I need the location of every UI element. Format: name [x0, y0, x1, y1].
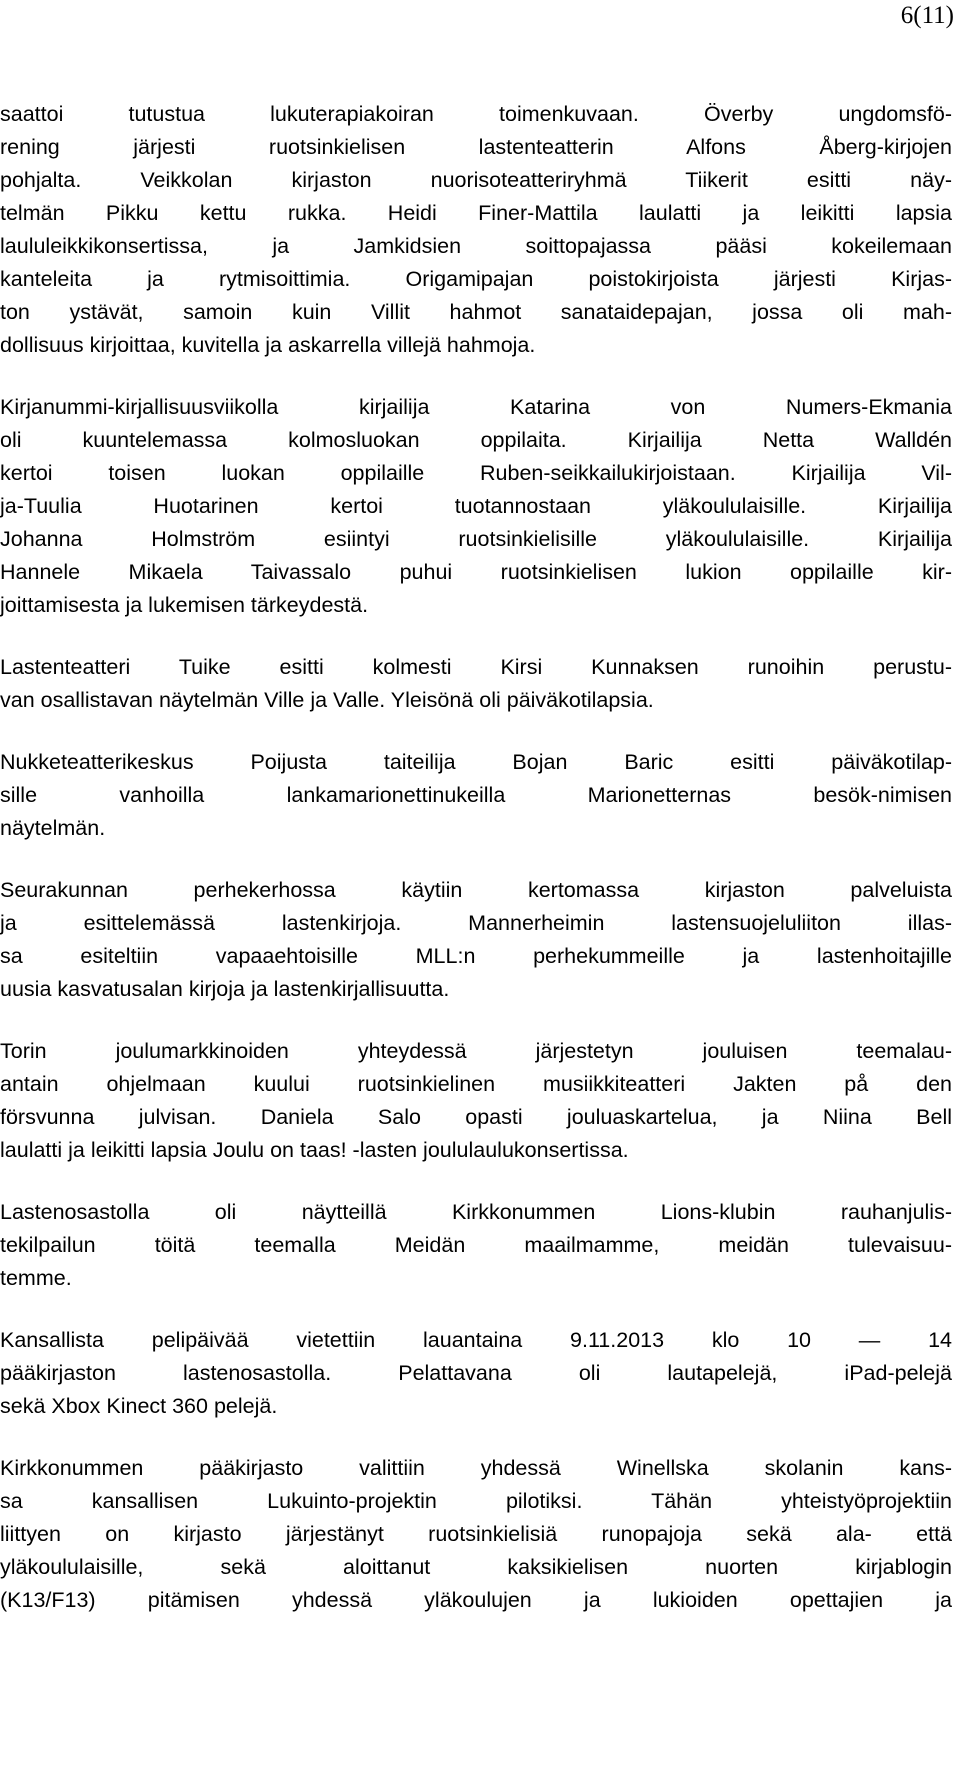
text-line: ja esittelemässä lastenkirjoja. Mannerheimin lastensuojeluliiton illas- — [0, 911, 952, 935]
paragraph — [0, 391, 952, 622]
text-line: temme. — [0, 1266, 72, 1290]
text-line: försvunna julvisan. Daniela Salo opasti jouluaskartelua, ja Niina Bell — [0, 1105, 952, 1129]
text-line: sa esiteltiin vapaaehtoisille MLL:n perhekummeille ja lastenhoitajille — [0, 944, 952, 968]
text-line: pohjalta. Veikkolan kirjaston nuorisoteatteriryhmä Tiikerit esitti näy- — [0, 168, 952, 192]
page-number: 6(11) — [900, 2, 954, 29]
text-line: Lastenteatteri Tuike esitti kolmesti Kirsi Kunnaksen runoihin perustu- — [0, 655, 952, 679]
text-line: uusia kasvatusalan kirjoja ja lastenkirjallisuutta. — [0, 977, 450, 1001]
text-line: Kansallista pelipäivää vietettiin lauantaina 9.11.2013 klo 10 — 14 — [0, 1328, 952, 1352]
paragraph — [0, 651, 952, 717]
text-line: Seurakunnan perhekerhossa käytiin kertomassa kirjaston palveluista — [0, 878, 952, 902]
text-line: näytelmän. — [0, 816, 106, 840]
text-line: tekilpailun töitä teemalla Meidän maailmamme, meidän tulevaisuu- — [0, 1233, 952, 1257]
paragraph — [0, 1452, 952, 1617]
text-line: liittyen on kirjasto järjestänyt ruotsinkielisiä runopajoja sekä ala- että — [0, 1522, 952, 1546]
paragraph — [0, 746, 952, 845]
text-line: oli kuuntelemassa kolmosluokan oppilaita. Kirjailija Netta Walldén — [0, 428, 952, 452]
text-line: Kirkkonummen pääkirjasto valittiin yhdessä Winellska skolanin kans- — [0, 1456, 952, 1480]
text-line: dollisuus kirjoittaa, kuvitella ja askarrella villejä hahmoja. — [0, 333, 536, 357]
text-line: Lastenosastolla oli näytteillä Kirkkonummen Lions-klubin rauhanjulis- — [0, 1200, 952, 1224]
paragraph — [0, 1035, 952, 1167]
text-line: kanteleita ja rytmisoittimia. Origamipajan poistokirjoista järjesti Kirjas- — [0, 267, 952, 291]
text-line: rening järjesti ruotsinkielisen lastenteatterin Alfons Åberg-kirjojen — [0, 135, 952, 159]
paragraph — [0, 1196, 952, 1295]
text-line: laululeikkikonsertissa, ja Jamkidsien soittopajassa pääsi kokeilemaan — [0, 234, 952, 258]
text-line: kertoi toisen luokan oppilaille Ruben-seikkailukirjoistaan. Kirjailija Vil- — [0, 461, 952, 485]
paragraph — [0, 1324, 952, 1423]
text-line: Hannele Mikaela Taivassalo puhui ruotsinkielisen lukion oppilaille kir- — [0, 560, 952, 584]
text-line: (K13/F13) pitämisen yhdessä yläkoulujen ja lukioiden opettajien ja — [0, 1588, 952, 1612]
text-line: van osallistavan näytelmän Ville ja Valle. Yleisönä oli päiväkotilapsia. — [0, 688, 654, 712]
document-body — [0, 98, 952, 1646]
paragraph — [0, 874, 952, 1006]
text-line: sille vanhoilla lankamarionettinukeilla Marionetternas besök-nimisen — [0, 783, 952, 807]
text-line: joittamisesta ja lukemisen tärkeydestä. — [0, 593, 369, 617]
text-line: laulatti ja leikitti lapsia Joulu on taas! -lasten joululaulukonsertissa. — [0, 1138, 629, 1162]
text-line: ja-Tuulia Huotarinen kertoi tuotannostaan yläkoululaisille. Kirjailija — [0, 494, 952, 518]
text-line: pääkirjaston lastenosastolla. Pelattavana oli lautapelejä, iPad-pelejä — [0, 1361, 952, 1385]
paragraph — [0, 98, 952, 362]
text-line: saattoi tutustua lukuterapiakoiran toimenkuvaan. Överby ungdomsfö- — [0, 102, 952, 126]
text-line: Johanna Holmström esiintyi ruotsinkielisille yläkoululaisille. Kirjailija — [0, 527, 952, 551]
text-line: ton ystävät, samoin kuin Villit hahmot sanataidepajan, jossa oli mah- — [0, 300, 952, 324]
text-line: Nukketeatterikeskus Poijusta taiteilija Bojan Baric esitti päiväkotilap- — [0, 750, 952, 774]
text-line: yläkoululaisille, sekä aloittanut kaksikielisen nuorten kirjablogin — [0, 1555, 952, 1579]
text-line: sekä Xbox Kinect 360 pelejä. — [0, 1394, 278, 1418]
text-line: Torin joulumarkkinoiden yhteydessä järjestetyn jouluisen teemalau- — [0, 1039, 952, 1063]
text-line: telmän Pikku kettu rukka. Heidi Finer-Mattila laulatti ja leikitti lapsia — [0, 201, 952, 225]
text-line: sa kansallisen Lukuinto-projektin pilotiksi. Tähän yhteistyöprojektiin — [0, 1489, 952, 1513]
text-line: Kirjanummi-kirjallisuusviikolla kirjailija Katarina von Numers-Ekmania — [0, 395, 952, 419]
text-line: antain ohjelmaan kuului ruotsinkielinen musiikkiteatteri Jakten på den — [0, 1072, 952, 1096]
